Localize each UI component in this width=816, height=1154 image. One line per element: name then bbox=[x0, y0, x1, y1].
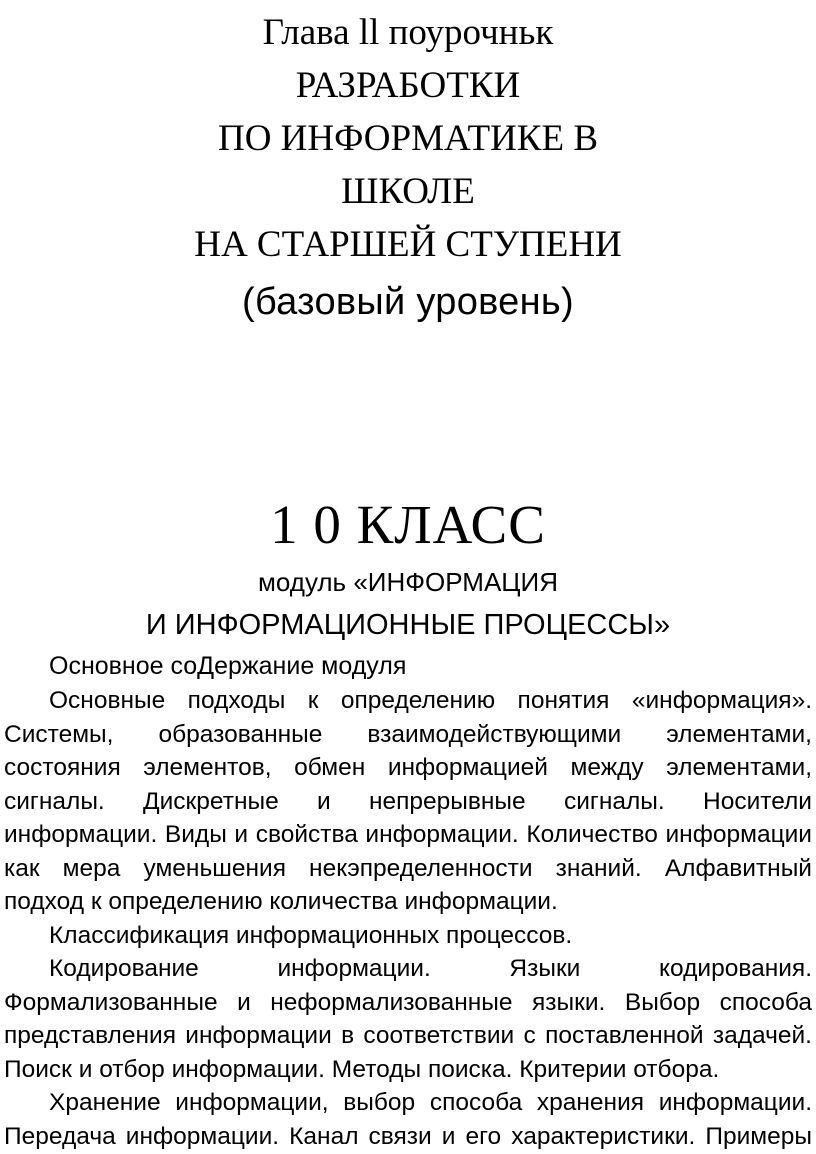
content-paragraph: Кодирование информации. Языки кодирования. Формализованные и неформализованные языки. Выбор способа представления информации в соответствии с поставленной задачей. Поиск и отбор информации. Методы поиска. Критерии отбора. bbox=[4, 955, 812, 1083]
title-line-developments: РАЗРАБОТКИ bbox=[295, 65, 521, 106]
title-line-level: (базовый уровень) bbox=[242, 281, 574, 323]
title-line-informatics: ПО ИНФОРМАТИКЕ В bbox=[217, 118, 598, 159]
content-paragraph: Основные подходы к определению понятия «информация». Системы, образованные взаимодействующими элементами, состояния элементов, обмен информацией между элементами, сигналы. Дискретные и непрерывные сигналы. Носители информации. Виды и свойства информации. Количество информации как мера уменьшения некэпределенности знаний. Алфавитный подход к определению количества информации. bbox=[4, 687, 812, 915]
title-block bbox=[0, 6, 816, 333]
module-heading bbox=[0, 562, 816, 647]
module-title-line1: модуль «ИНФОРМАЦИЯ bbox=[258, 567, 558, 597]
module-content bbox=[4, 648, 812, 1153]
title-line-school: ШКОЛЕ bbox=[341, 171, 475, 212]
title-line-senior-stage: НА СТАРШЕЙ СТУПЕНИ bbox=[194, 224, 622, 265]
content-paragraph: Классификация информационных процессов. bbox=[49, 921, 573, 949]
grade-heading: 1 0 КЛАСС bbox=[270, 494, 546, 555]
content-subheading: Основное соДержание модуля bbox=[49, 652, 407, 680]
module-title-line2: И ИНФОРМАЦИОННЫЕ ПРОЦЕССЫ» bbox=[145, 609, 671, 641]
content-paragraph: Хранение информации, выбор способа хранения информации. Передача информации. Канал связи и его характеристики. Примеры bbox=[4, 1089, 812, 1150]
chapter-title: Глава ll поурочньк bbox=[262, 12, 554, 53]
